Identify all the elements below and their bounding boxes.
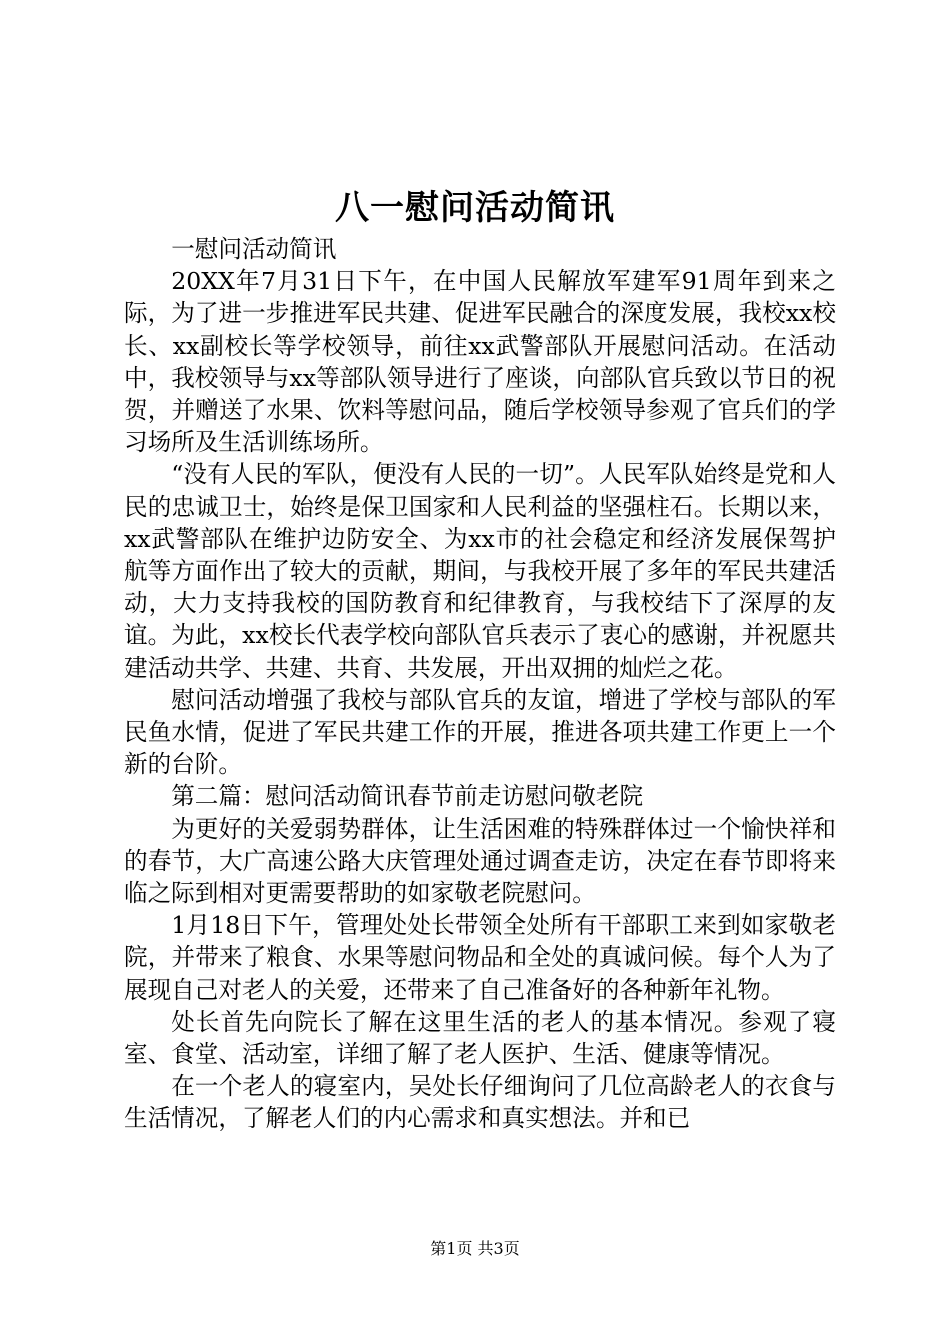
- paragraph: 处长首先向院长了解在这里生活的老人的基本情况。参观了寝室、食堂、活动室，详细了解了老人医护、生活、健康等情况。: [124, 1007, 836, 1069]
- paragraph: 1月18日下午，管理处处长带领全处所有干部职工来到如家敬老院，并带来了粮食、水果等慰问物品和全处的真诚问候。每个人为了展现自己对老人的关爱，还带来了自己准备好的各种新年礼物。: [124, 911, 836, 1004]
- section-heading: 第二篇：慰问活动简讯春节前走访慰问敬老院: [171, 782, 644, 811]
- paragraph: 20XX年7月31日下午，在中国人民解放军建军91周年到来之际，为了进一步推进军民共建、促进军民融合的深度发展，我校xx校长、xx副校长等学校领导，前往xx武警部队开展慰问活动。在活动中，我校领导与xx等部队领导进行了座谈，向部队官兵致以节日的祝贺，并赠送了水果、饮料等慰问品，随后学校领导参观了官兵们的学习场所及生活训练场所。: [124, 267, 836, 457]
- paragraph: 慰问活动增强了我校与部队官兵的友谊，增进了学校与部队的军民鱼水情，促进了军民共建工作的开展，推进各项共建工作更上一个新的台阶。: [124, 685, 836, 779]
- paragraph: 为更好的关爱弱势群体，让生活困难的特殊群体过一个愉快祥和的春节，大广高速公路大庆管理处通过调查走访，决定在春节即将来临之际到相对更需要帮助的如家敬老院慰问。: [124, 814, 836, 908]
- document-title: 八一慰问活动简讯: [335, 188, 615, 228]
- paragraph: “没有人民的军队，便没有人民的一切”。人民军队始终是党和人民的忠诚卫士，始终是保卫国家和人民利益的坚强柱石。长期以来，xx武警部队在维护边防安全、为xx市的社会稳定和经济发展保驾护航等方面作出了较大的贡献，期间，与我校开展了多年的军民共建活动，大力支持我校的国防教育和纪律教育，与我校结下了深厚的友谊。为此，xx校长代表学校向部队官兵表示了衷心的感谢，并祝愿共建活动共学、共建、共育、共发展，开出双拥的灿烂之花。: [124, 460, 836, 682]
- paragraph: 一慰问活动简讯: [171, 235, 337, 263]
- document-body: [124, 233, 836, 1135]
- page-footer: 第1页 共3页: [430, 1239, 520, 1258]
- paragraph: 在一个老人的寝室内，吴处长仔细询问了几位高龄老人的衣食与生活情况，了解老人们的内心需求和真实想法。并和已: [124, 1072, 836, 1133]
